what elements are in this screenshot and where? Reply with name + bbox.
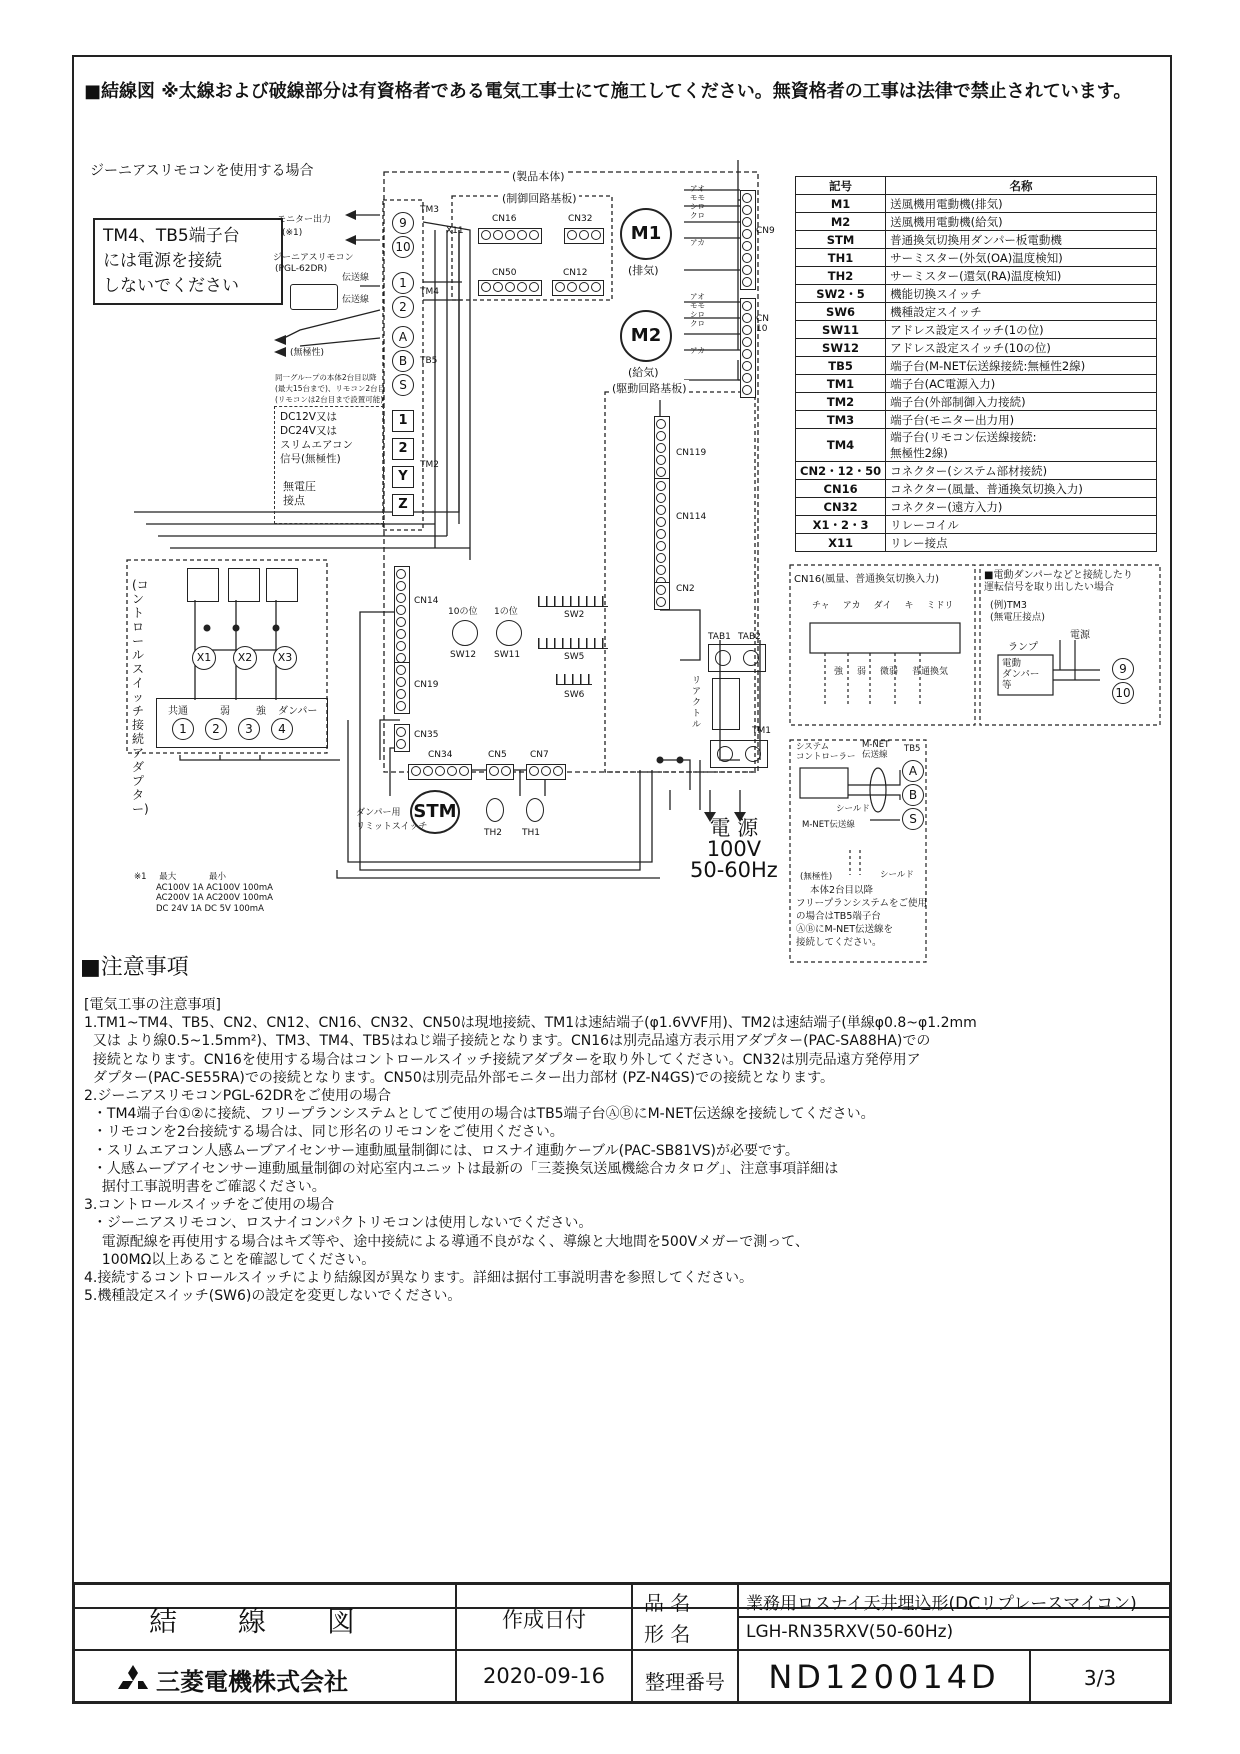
reactor-icon — [712, 678, 740, 730]
legend-header-row — [796, 177, 1157, 195]
legend-row — [796, 303, 1157, 321]
tm4-label: TM4 — [420, 287, 439, 297]
legend-symbol: TH2 — [796, 267, 886, 285]
legend-row — [796, 285, 1157, 303]
damper-example-line: (例)TM3 — [990, 600, 1027, 611]
legend-symbol: CN32 — [796, 498, 886, 516]
switch-label-common: 共通 — [168, 706, 188, 717]
cn16-box-labels — [834, 664, 948, 677]
note-line: ・スリムエアコン人感ムーブアイセンサー連動風量制御には、ロスナイ連動ケーブル(PAC-SB81VS)が必要です。 — [84, 1142, 799, 1159]
warning-line: TM4、TB5端子台 — [103, 226, 240, 246]
company-logo — [116, 1662, 348, 1697]
legend-row — [796, 195, 1157, 213]
wire-color: モモ — [690, 193, 705, 202]
dc-signal-line: 信号(無極性) — [280, 453, 341, 465]
tm2-terminal-z: Z — [392, 494, 414, 516]
damper-box-example — [990, 600, 1045, 624]
wire-color: シロ — [690, 202, 705, 211]
legend-row — [796, 321, 1157, 339]
mnet-desc-line: の場合はTB5端子台 — [796, 911, 881, 922]
ref-label: 整理番号 — [645, 1670, 725, 1694]
cn16-pin: アカ — [842, 601, 861, 611]
relay-x3: X3 — [273, 646, 297, 670]
legend-row — [796, 249, 1157, 267]
cn32-label: CN32 — [568, 214, 593, 224]
wire-color: アオ — [690, 184, 705, 193]
sw11-rotary-icon — [496, 620, 522, 646]
cn114-connector — [654, 478, 670, 590]
legend-description: 端子台(AC電源入力) — [886, 375, 1157, 393]
sw5-dip-icon — [538, 638, 608, 649]
legend-description: アドレス設定スイッチ(10の位) — [886, 339, 1157, 357]
notes-list — [84, 996, 977, 1305]
cn114-label: CN114 — [676, 512, 707, 522]
creation-date: 2020-09-16 — [482, 1664, 606, 1688]
adapter-relay-contact — [187, 568, 219, 602]
sw2-dip-icon — [538, 596, 608, 607]
mnet-transmission-label: M-NET伝送線 — [802, 820, 855, 830]
cn32-connector — [564, 228, 604, 244]
note-line: ダプター(PAC-SE55RA)での接続となります。CN50は別売品外部モニター出力部材 (PZ-N4GS)での接続となります。 — [84, 1069, 834, 1086]
cn14-connector — [394, 566, 410, 666]
dc-signal-line: DC12V又は — [280, 411, 337, 423]
dc-signal-line: DC24V又は — [280, 425, 337, 437]
power-line: 電 源 — [709, 816, 759, 840]
damper-line: 電動 — [1002, 658, 1022, 669]
power-line: 50-60Hz — [690, 858, 778, 882]
legend-row — [796, 393, 1157, 411]
damper-title-line: 運転信号を取り出したい場合 — [984, 582, 1114, 593]
switch-label-weak: 弱 — [220, 706, 230, 717]
legend-symbol: TM3 — [796, 411, 886, 429]
product-body-label: (製品本体) — [512, 170, 565, 183]
legend-description: 送風機用電動機(給気) — [886, 213, 1157, 231]
note-ref: (※1) — [282, 228, 303, 238]
wire-color: モモ — [690, 301, 705, 310]
tab2-label: TAB2 — [738, 632, 761, 642]
th1-label: TH1 — [522, 828, 540, 838]
legend-row — [796, 375, 1157, 393]
case-label: ジーニアスリモコンを使用する場合 — [90, 163, 314, 179]
legend-description: 端子台(M-NET伝送線接続:無極性2線) — [886, 357, 1157, 375]
note-line: ・リモコンを2台接続する場合は、同じ形名のリモコンをご使用ください。 — [84, 1124, 564, 1141]
legend-symbol: TM1 — [796, 375, 886, 393]
dc-signal-line: スリムエアコン — [280, 439, 353, 451]
tab-terminals — [708, 644, 766, 672]
sw12-label: SW12 — [450, 650, 477, 660]
legend-description: 端子台(リモコン伝送線接続: 無極性2線) — [886, 429, 1157, 462]
cn9-connector — [740, 190, 756, 290]
cn16-func-label: 普通換気 — [912, 667, 949, 677]
group-note-line: 同一グループの本体2台目以降 — [275, 373, 377, 382]
damper-terminal-10: 10 — [1112, 682, 1134, 704]
legend-row — [796, 516, 1157, 534]
legend-header-symbol: 記号 — [796, 177, 886, 195]
cn16-func-label: 弱 — [857, 667, 867, 677]
wire-color: クロ — [690, 319, 705, 328]
relay-x1: X1 — [192, 646, 216, 670]
legend-description: コネクター(遠方入力) — [886, 498, 1157, 516]
cn2-connector — [654, 582, 670, 610]
controller-line: コントローラー — [796, 752, 856, 762]
m1-motor: M1 — [620, 208, 672, 260]
sw6-dip-icon — [556, 674, 592, 685]
remote-controller-icon — [290, 284, 338, 310]
note-line: 2.ジーニアスリモコンPGL-62DRをご使用の場合 — [84, 1088, 392, 1105]
legend-row — [796, 462, 1157, 480]
note-line: 5.機種設定スイッチ(SW6)の設定を変更しないでください。 — [84, 1288, 462, 1305]
control-board-label: (制御回路基板) — [502, 192, 577, 205]
m2-wire-colors — [690, 292, 705, 355]
cn34-connector — [408, 764, 472, 780]
cn34-label: CN34 — [428, 750, 453, 760]
m1-wire-colors — [690, 184, 705, 247]
electric-damper-label — [1002, 658, 1039, 691]
adapter-relay-contact — [228, 568, 260, 602]
legend-symbol: TH1 — [796, 249, 886, 267]
cn16-pin: ダイ — [873, 601, 892, 611]
power-supply-label — [690, 818, 778, 881]
relay-x2: X2 — [233, 646, 257, 670]
company-name: 三菱電機株式会社 — [156, 1668, 348, 1696]
x11-label: X11 — [446, 226, 464, 236]
cn16-pin: ミドリ — [926, 601, 954, 611]
damper-limit-switch-label — [356, 806, 427, 834]
sw2-label: SW2 — [564, 610, 585, 620]
power-line: 100V — [706, 837, 762, 861]
legend-row — [796, 357, 1157, 375]
dc-signal-label — [280, 410, 353, 466]
shield-label: シールド — [836, 804, 870, 814]
model-name: LGH-RN35RXV(50-60Hz) — [746, 1622, 954, 1642]
note-line: 据付工事説明書をご確認ください。 — [84, 1179, 326, 1196]
legend-description: 普通換気切換用ダンパー板電動機 — [886, 231, 1157, 249]
cn35-label: CN35 — [414, 730, 439, 740]
damper-box-title — [984, 570, 1133, 594]
legend-symbol: X1・2・3 — [796, 516, 886, 534]
adapter-label: (コントロールスイッチ接続アダプター) — [132, 578, 149, 816]
cn7-label: CN7 — [530, 750, 549, 760]
cn16-func-label: 強 — [834, 667, 844, 677]
group-note-line: (最大15台まで)、リモコン2台目 — [275, 384, 386, 393]
note-line: [電気工事の注意事項] — [84, 997, 221, 1013]
footnote — [134, 872, 273, 914]
system-controller-label — [796, 742, 856, 762]
legend-row — [796, 480, 1157, 498]
cn50-connector — [478, 280, 542, 296]
cn5-label: CN5 — [488, 750, 507, 760]
reference-number: ND120014D — [768, 1658, 1000, 1696]
footnote-max-head: 最大 — [159, 872, 177, 882]
legend-description: コネクター(システム部材接続) — [886, 462, 1157, 480]
cn119-label: CN119 — [676, 448, 707, 458]
legend-description: リレーコイル — [886, 516, 1157, 534]
mnet-terminal-a: A — [902, 760, 924, 782]
monitor-output-label: モニター出力 — [277, 215, 332, 225]
cn10-connector — [740, 298, 756, 398]
tm3-terminal-9: 9 — [392, 212, 414, 234]
cn16-func-label: 微弱 — [880, 667, 899, 677]
cn12-connector — [552, 280, 604, 296]
note-line: ・ジーニアスリモコン、ロスナイコンパクトリモコンは使用しないでください。 — [84, 1215, 593, 1232]
mnet-tb5-label: TB5 — [904, 744, 921, 754]
damper-switch-line: ダンパー用 — [356, 808, 401, 818]
th1-thermistor-icon — [526, 798, 544, 822]
legend-row — [796, 534, 1157, 552]
m2-motor: M2 — [620, 310, 672, 362]
tb5-terminal-s: S — [392, 374, 414, 396]
switch-label-strong: 強 — [256, 706, 266, 717]
footnote-max: AC100V 1A — [156, 882, 204, 893]
switch-terminal-3: 3 — [238, 718, 260, 740]
tm2-terminal-y: Y — [392, 466, 414, 488]
legend-description: サーミスター(還気(RA)温度検知) — [886, 267, 1157, 285]
warning-box — [93, 218, 283, 305]
legend-symbol: M2 — [796, 213, 886, 231]
controller-line: システム — [796, 742, 830, 752]
legend-header-name: 名称 — [886, 177, 1157, 195]
footnote-min-head: 最小 — [208, 872, 226, 882]
damper-power-label: 電源 — [1070, 630, 1090, 641]
mnet-terminal-s: S — [902, 808, 924, 830]
transmission-line-label: 伝送線 — [342, 273, 370, 283]
sw11-label: SW11 — [494, 650, 521, 660]
legend-description: サーミスター(外気(OA)温度検知) — [886, 249, 1157, 267]
note-line: 100MΩ以上あることを確認してください。 — [84, 1251, 376, 1268]
wire-color: アカ — [690, 346, 705, 355]
legend-symbol: TM4 — [796, 429, 886, 462]
dry-contact-line: 接点 — [283, 494, 305, 507]
cn9-label: CN9 — [756, 226, 775, 236]
drawing-type: 結 線 図 — [149, 1605, 381, 1638]
legend-symbol: CN2・12・50 — [796, 462, 886, 480]
symbol-legend-table — [795, 176, 1157, 552]
legend-symbol: TB5 — [796, 357, 886, 375]
title-block — [72, 1582, 1172, 1704]
sw5-label: SW5 — [564, 652, 585, 662]
footnote-row — [156, 883, 273, 894]
page-title: ■結線図 ※太線および破線部分は有資格者である電気工事士にて施工してください。無資格者の工事は法律で禁止されています。 — [84, 81, 1132, 102]
wire-color: アオ — [690, 292, 705, 301]
cn19-label: CN19 — [414, 680, 439, 690]
damper-title-line: ■電動ダンパーなどと接続したり — [984, 570, 1133, 581]
drive-board-label: (駆動回路基板) — [612, 382, 687, 395]
shield-label-2: シールド — [880, 870, 914, 880]
note-line: 又は より線0.5~1.5mm²)、TM3、TM4、TB5はねじ端子接続となります。CN16は別売品遠方表示用アダプター(PAC-SA88HA)での — [84, 1033, 931, 1050]
legend-body — [796, 195, 1157, 552]
cn16-box-pins — [812, 598, 954, 611]
non-polar-label: (無極性) — [290, 348, 325, 358]
tab1-label: TAB1 — [708, 632, 731, 642]
dry-contact-label — [283, 480, 316, 508]
legend-description: 機種設定スイッチ — [886, 303, 1157, 321]
legend-row — [796, 213, 1157, 231]
footnote-max: AC200V 1A — [156, 893, 204, 903]
mnet-desc-line: 本体2台目以降 — [810, 885, 874, 896]
cn50-label: CN50 — [492, 268, 517, 278]
note-line: ・人感ムーブアイセンサー連動風量制御の対応室内ユニットは最新の「三菱換気送風機総合カタログ」、注意事項詳細は — [84, 1160, 839, 1177]
legend-row — [796, 267, 1157, 285]
cn16-pin: キ — [904, 601, 914, 611]
tb5-label: TB5 — [420, 356, 438, 366]
cn2-label: CN2 — [676, 584, 695, 594]
tm3-terminal-10: 10 — [392, 236, 414, 258]
note-line: 接続となります。CN16を使用する場合はコントロールスイッチ接続アダプターを取り外してください。CN32は別売品遠方発停用ア — [84, 1051, 921, 1068]
mnet-desc-line: ⒶⒷにM-NET伝送線を — [796, 924, 894, 935]
cn10-label: CN 10 — [756, 314, 770, 334]
footnote-row — [156, 893, 273, 904]
cn16-pin: チャ — [812, 601, 830, 611]
legend-symbol: SW2・5 — [796, 285, 886, 303]
dry-contact-line: 無電圧 — [283, 480, 316, 493]
group-note-line: (リモコンは2台目まで設置可能) — [275, 395, 384, 404]
legend-symbol: SW12 — [796, 339, 886, 357]
tb5-terminal-b: B — [392, 350, 414, 372]
sw12-rotary-icon — [452, 620, 478, 646]
legend-symbol: SW11 — [796, 321, 886, 339]
mnet-nonpolar-label: (無極性) — [800, 872, 833, 882]
damper-line: 等 — [1002, 680, 1012, 691]
legend-row — [796, 411, 1157, 429]
mnet-desc-line: フリープランシステムをご使用 — [796, 898, 927, 909]
reactor-label: リアクトル — [692, 676, 702, 730]
tm1-label: TM1 — [752, 726, 771, 736]
legend-symbol: TM2 — [796, 393, 886, 411]
switch-label-damper: ダンパー — [278, 706, 318, 717]
footnote-min: AC200V 100mA — [206, 893, 273, 903]
tb5-terminal-a: A — [392, 326, 414, 348]
legend-row — [796, 498, 1157, 516]
cn16-connector — [478, 228, 542, 244]
footnote-row — [156, 904, 273, 915]
tens-label: 10の位 — [448, 607, 478, 617]
legend-row — [796, 231, 1157, 249]
note-line: 4.接続するコントロールスイッチにより結線図が異なります。詳細は据付工事説明書を参照してください。 — [84, 1270, 753, 1287]
mnet-terminal-b: B — [902, 784, 924, 806]
wire-color: アカ — [690, 238, 705, 247]
tm1-terminal — [710, 740, 768, 768]
wire-color: シロ — [690, 310, 705, 319]
damper-line: ダンパー — [1002, 669, 1040, 680]
remote-name: ジーニアスリモコン — [273, 253, 354, 263]
note-line: 1.TM1~TM4、TB5、CN2、CN12、CN16、CN32、CN50は現地接続、TM1は速結端子(φ1.6VVF用)、TM2は速結端子(単線φ0.8~φ1.2mm — [84, 1015, 977, 1032]
damper-example-line: (無電圧接点) — [990, 612, 1045, 623]
name-label-1: 品 名 — [644, 1591, 691, 1615]
switch-terminal-2: 2 — [205, 718, 227, 740]
th2-label: TH2 — [484, 828, 502, 838]
legend-symbol: M1 — [796, 195, 886, 213]
legend-description: 端子台(モニター出力用) — [886, 411, 1157, 429]
legend-symbol: SW6 — [796, 303, 886, 321]
legend-description: コネクター(風量、普通換気切換入力) — [886, 480, 1157, 498]
legend-row — [796, 339, 1157, 357]
wire-color: クロ — [690, 211, 705, 220]
mnet-line: 伝送線 — [862, 750, 888, 760]
switch-terminal-4: 4 — [271, 718, 293, 740]
stm-motor: STM — [410, 790, 460, 834]
notes-heading: ■注意事項 — [80, 955, 189, 980]
mnet-description — [796, 884, 927, 949]
cn35-connector — [394, 724, 410, 752]
group-note — [275, 372, 385, 405]
name-label-2: 形 名 — [644, 1622, 691, 1646]
supply-label: (給気) — [628, 366, 659, 379]
tm4-terminal-2: 2 — [392, 296, 414, 318]
cn16-box-title: CN16(風量、普通換気切換入力) — [794, 574, 939, 585]
legend-description: 送風機用電動機(排気) — [886, 195, 1157, 213]
exhaust-label: (排気) — [628, 264, 659, 277]
footnote-min: AC100V 100mA — [206, 882, 273, 893]
legend-symbol: STM — [796, 231, 886, 249]
tm2-label: TM2 — [420, 460, 439, 470]
legend-row — [796, 429, 1157, 462]
legend-description: アドレス設定スイッチ(1の位) — [886, 321, 1157, 339]
damper-terminal-9: 9 — [1112, 658, 1134, 680]
legend-description: リレー接点 — [886, 534, 1157, 552]
ones-label: 1の位 — [494, 607, 518, 617]
cn119-connector — [654, 416, 670, 480]
tm2-terminal-2: 2 — [392, 438, 414, 460]
legend-description: 機能切換スイッチ — [886, 285, 1157, 303]
lamp-label: ランプ — [1008, 642, 1038, 653]
transmission-line-label: 伝送線 — [342, 295, 370, 305]
mnet-line-label — [862, 740, 889, 760]
footnote-max: DC 24V 1A — [156, 903, 202, 914]
tm3-label: TM3 — [420, 205, 439, 215]
legend-description: 端子台(外部制御入力接続) — [886, 393, 1157, 411]
adapter-relay-contact — [266, 568, 298, 602]
switch-terminal-1: 1 — [172, 718, 194, 740]
date-label: 作成日付 — [502, 1608, 586, 1632]
damper-switch-line: リミットスイッチ — [356, 822, 428, 832]
cn16-label: CN16 — [492, 214, 517, 224]
tm2-terminal-1: 1 — [392, 410, 414, 432]
warning-line: しないでください — [103, 276, 239, 296]
note-line: 3.コントロールスイッチをご使用の場合 — [84, 1197, 335, 1214]
mnet-line: M-NET — [862, 740, 890, 750]
remote-model: (PGL-62DR) — [275, 264, 328, 274]
cn14-label: CN14 — [414, 596, 439, 606]
sw6-label: SW6 — [564, 690, 585, 700]
cn19-connector — [394, 662, 410, 714]
mnet-desc-line: 接続してください。 — [796, 937, 882, 948]
warning-line: には電源を接続 — [103, 251, 222, 271]
product-name: 業務用ロスナイ天井埋込形(DCリプレースマイコン) — [746, 1594, 1137, 1614]
th2-thermistor-icon — [486, 798, 504, 822]
mitsubishi-logo-icon — [116, 1665, 150, 1695]
legend-symbol: X11 — [796, 534, 886, 552]
footnote-min: DC 5V 100mA — [204, 903, 264, 914]
cn5-connector — [486, 764, 514, 780]
note-line: ・TM4端子台①②に接続、フリープランシステムとしてご使用の場合はTB5端子台ⒶⒷにM-NET伝送線を接続してください。 — [84, 1106, 875, 1123]
footnote-mark: ※1 — [134, 872, 147, 882]
tm4-terminal-1: 1 — [392, 272, 414, 294]
cn12-label: CN12 — [563, 268, 588, 278]
page-number: 3/3 — [1083, 1666, 1117, 1690]
note-line: 電源配線を再使用する場合はキズ等や、途中接続による導通不良がなく、導線と大地間を500Vメガーで測って、 — [84, 1233, 809, 1250]
legend-symbol: CN16 — [796, 480, 886, 498]
cn7-connector — [526, 764, 566, 780]
